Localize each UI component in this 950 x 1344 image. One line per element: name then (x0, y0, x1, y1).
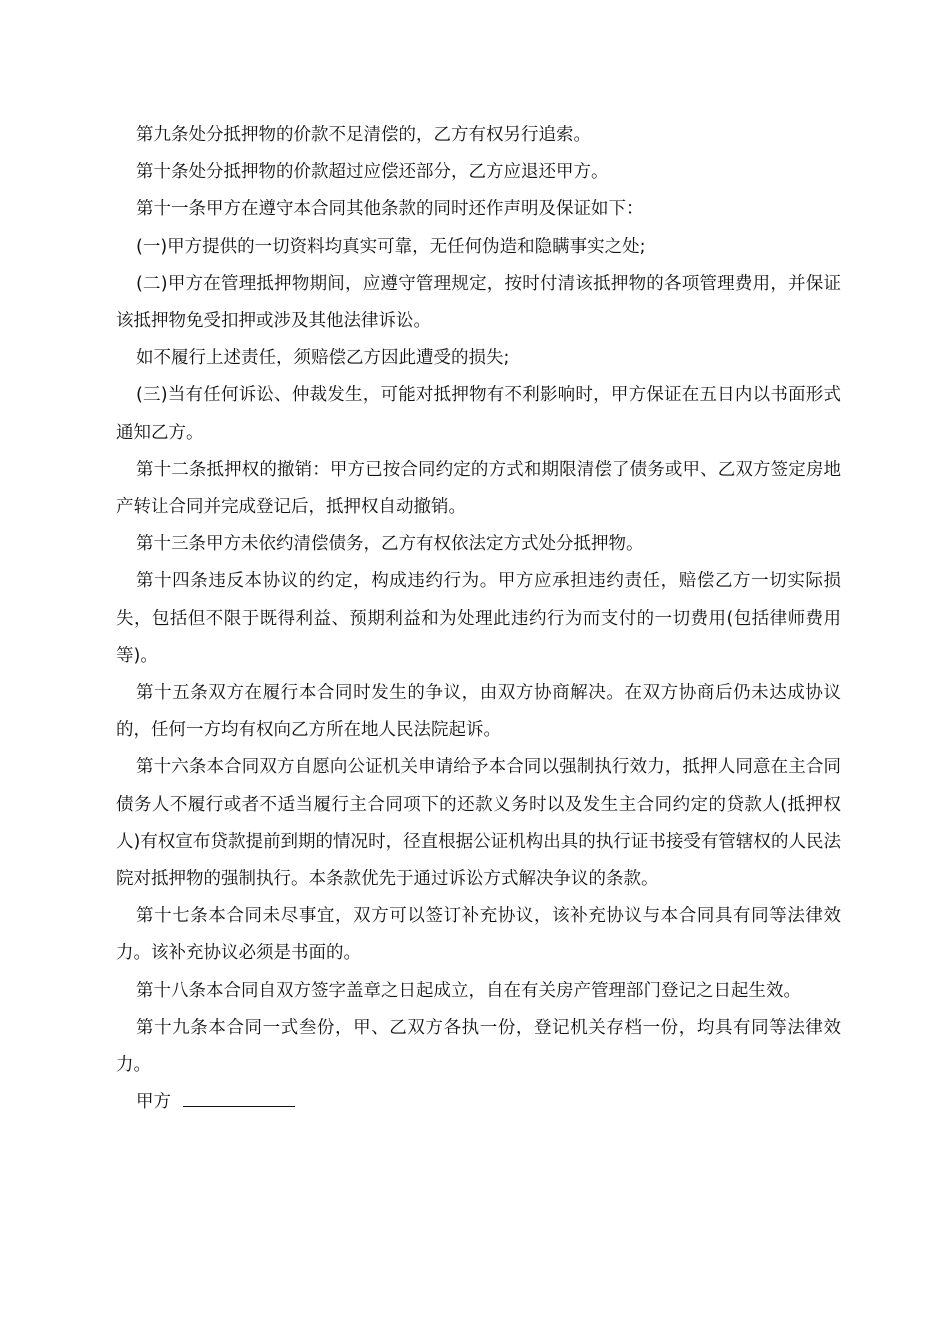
clause-11-item-1: (一)甲方提供的一切资料均真实可靠，无任何伪造和隐瞒事实之处; (136, 236, 646, 257)
clause-11-item-3: (三)当有任何诉讼、仲裁发生，可能对抵押物有不利影响时，甲方保证在五日内以书面形式通知乙方。 (116, 385, 841, 443)
clause-10: 第十条处分抵押物的价款超过应偿还部分，乙方应退还甲方。 (136, 162, 609, 183)
clause-19: 第十九条本合同一式叁份，甲、乙双方各执一份，登记机关存档一份，均具有同等法律效力。 (116, 1017, 841, 1076)
clause-14: 第十四条违反本协议的约定，构成违约行为。甲方应承担违约责任，赔偿乙方一切实际损失，包括但不限于既得利益、预期利益和为处理此违约行为而支付的一切费用(包括律师费用等)。 (116, 571, 841, 666)
clause-11: 第十一条甲方在遵守本合同其他条款的同时还作声明及保证如下： (136, 199, 644, 220)
signature-line (116, 1084, 841, 1121)
clause-9: 第九条处分抵押物的价款不足清偿的，乙方有权另行追索。 (136, 125, 591, 145)
clause-16: 第十六条本合同双方自愿向公证机关申请给予本合同以强制执行效力，抵押人同意在主合同债务人不履行或者不适当履行主合同项下的还款义务时以及发生主合同约定的贷款人(抵押权人)有权宣布贷款提前到期的情况时，径直根据公证机构出具的执行证书接受有管辖权的人民法院对抵押物的强制执行。本条款优先于通过诉讼方式解决争议的条款。 (116, 757, 841, 890)
clause-12: 第十二条抵押权的撤销：甲方已按合同约定的方式和期限清偿了债务或甲、乙双方签定房地产转让合同并完成登记后，抵押权自动撤销。 (116, 459, 841, 518)
signature-label: 甲方 (136, 1092, 171, 1113)
clause-18: 第十八条本合同自双方签字盖章之日起成立，自在有关房产管理部门登记之日起生效。 (136, 980, 801, 1001)
clause-11-liability: 如不履行上述责任，须赔偿乙方因此遭受的损失; (136, 348, 510, 369)
clause-15: 第十五条双方在履行本合同时发生的争议，由双方协商解决。在双方协商后仍未达成协议的，任何一方均有权向乙方所在地人民法院起诉。 (116, 683, 841, 741)
signature-blank (183, 1086, 295, 1107)
clause-13: 第十三条甲方未依约清偿债务，乙方有权依法定方式处分抵押物。 (136, 534, 644, 555)
clause-17: 第十七条本合同未尽事宜，双方可以签订补充协议，该补充协议与本合同具有同等法律效力。该补充协议必须是书面的。 (116, 906, 841, 964)
clause-11-item-2: (二)甲方在管理抵押物期间，应遵守管理规定，按时付清该抵押物的各项管理费用，并保证该抵押物免受扣押或涉及其他法律诉讼。 (116, 273, 841, 332)
document-body (116, 117, 841, 1121)
